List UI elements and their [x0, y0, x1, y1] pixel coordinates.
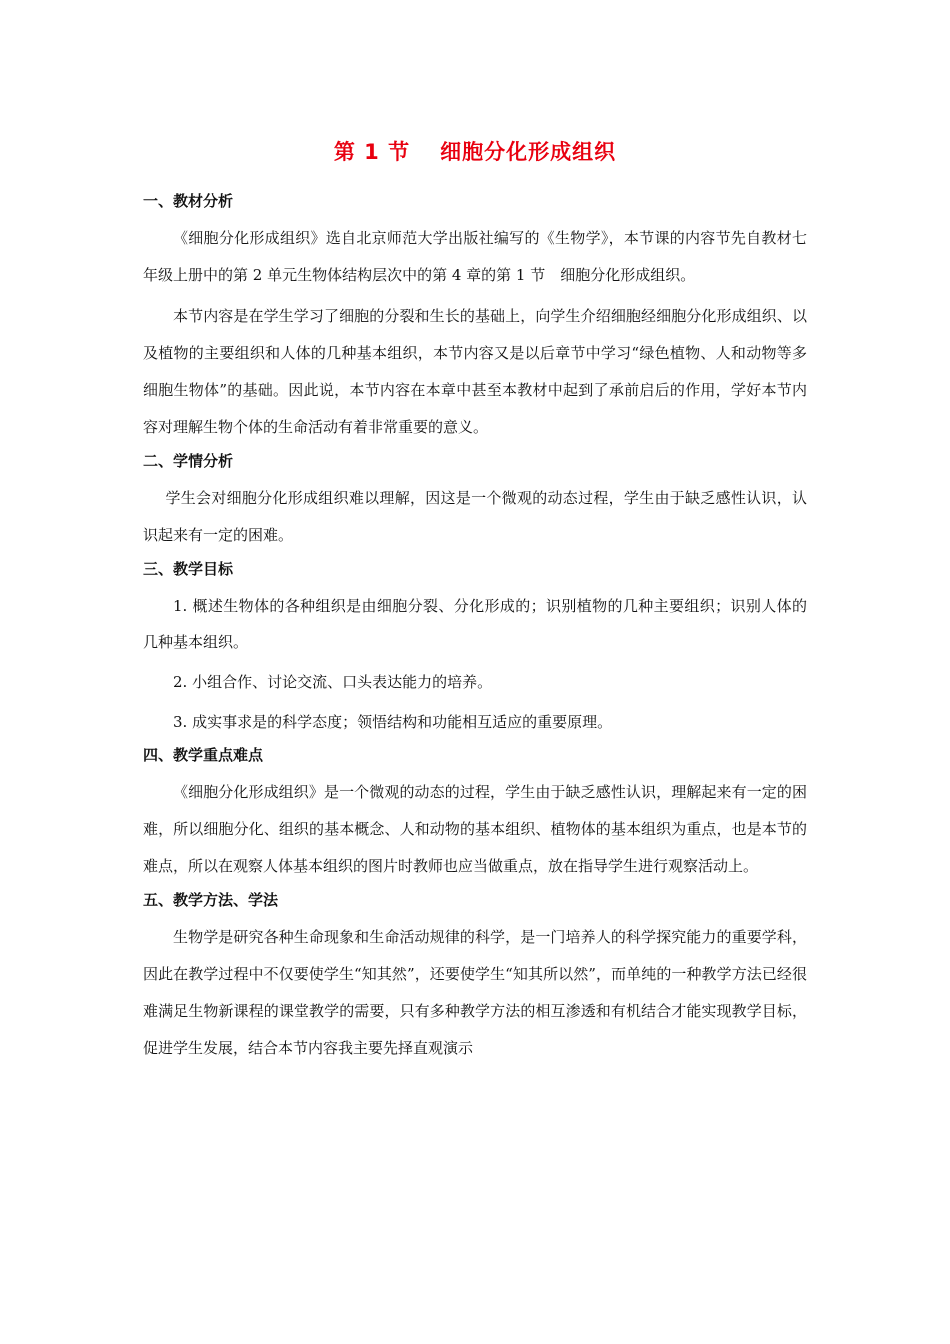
section-heading: 四、教学重点难点: [143, 746, 264, 764]
section-heading: 三、教学目标: [143, 560, 234, 578]
document-body: [143, 190, 807, 1071]
paragraph: 本节内容是在学生学习了细胞的分裂和生长的基础上，向学生介绍细胞经细胞分化形成组织、以及植物的主要组织和人体的几种基本组织，本节内容又是以后章节中学习“绿色植物、人和动物等多细胞生物体”的基础。因此说，本节内容在本章中甚至本教材中起到了承前启后的作用，学好本节内容对理解生物个体的生命活动有着非常重要的意义。: [143, 307, 807, 436]
title-topic: 细胞分化形成组织: [440, 140, 617, 164]
objective-item: 2. 小组合作、讨论交流、口头表达能力的培养。: [173, 673, 493, 691]
objective-item: 3. 成实事求是的科学态度；领悟结构和功能相互适应的重要原理。: [173, 713, 613, 731]
paragraph: 生物学是研究各种生命现象和生命活动规律的科学，是一门培养人的科学探究能力的重要学科，因此在教学过程中不仅要使学生“知其然”，还要使学生“知其所以然”，而单纯的一种教学方法已经很难满足生物新课程的课堂教学的需要，只有多种教学方法的相互渗透和有机结合才能实现教学目标，促进学生发展，结合本节内容我主要先择直观演示: [143, 928, 807, 1057]
section-key-points: [143, 744, 807, 885]
title-section-number: 第 1 节: [333, 140, 411, 164]
section-heading: 一、教材分析: [143, 192, 234, 210]
section-teaching-objectives: [143, 558, 807, 740]
section-teaching-methods: [143, 889, 807, 1067]
paragraph: 《细胞分化形成组织》是一个微观的动态的过程，学生由于缺乏感性认识，理解起来有一定的困难，所以细胞分化、组织的基本概念、人和动物的基本组织、植物体的基本组织为重点，也是本节的难点，所以在观察人体基本组织的图片时教师也应当做重点，放在指导学生进行观察活动上。: [143, 783, 807, 875]
section-textbook-analysis: [143, 190, 807, 446]
section-heading: 五、教学方法、学法: [143, 891, 279, 909]
page-title: [0, 136, 950, 166]
objective-item: 1. 概述生物体的各种组织是由细胞分裂、分化形成的；识别植物的几种主要组织；识别人体的几种基本组织。: [143, 597, 807, 651]
section-student-analysis: [143, 450, 807, 554]
paragraph: 《细胞分化形成组织》选自北京师范大学出版社编写的《生物学》，本节课的内容节先自教材七年级上册中的第 2 单元生物体结构层次中的第 4 章的第 1 节 细胞分化形成组织。: [143, 229, 807, 284]
paragraph: 学生会对细胞分化形成组织难以理解，因这是一个微观的动态过程，学生由于缺乏感性认识，认识起来有一定的困难。: [143, 489, 807, 544]
section-heading: 二、学情分析: [143, 452, 234, 470]
